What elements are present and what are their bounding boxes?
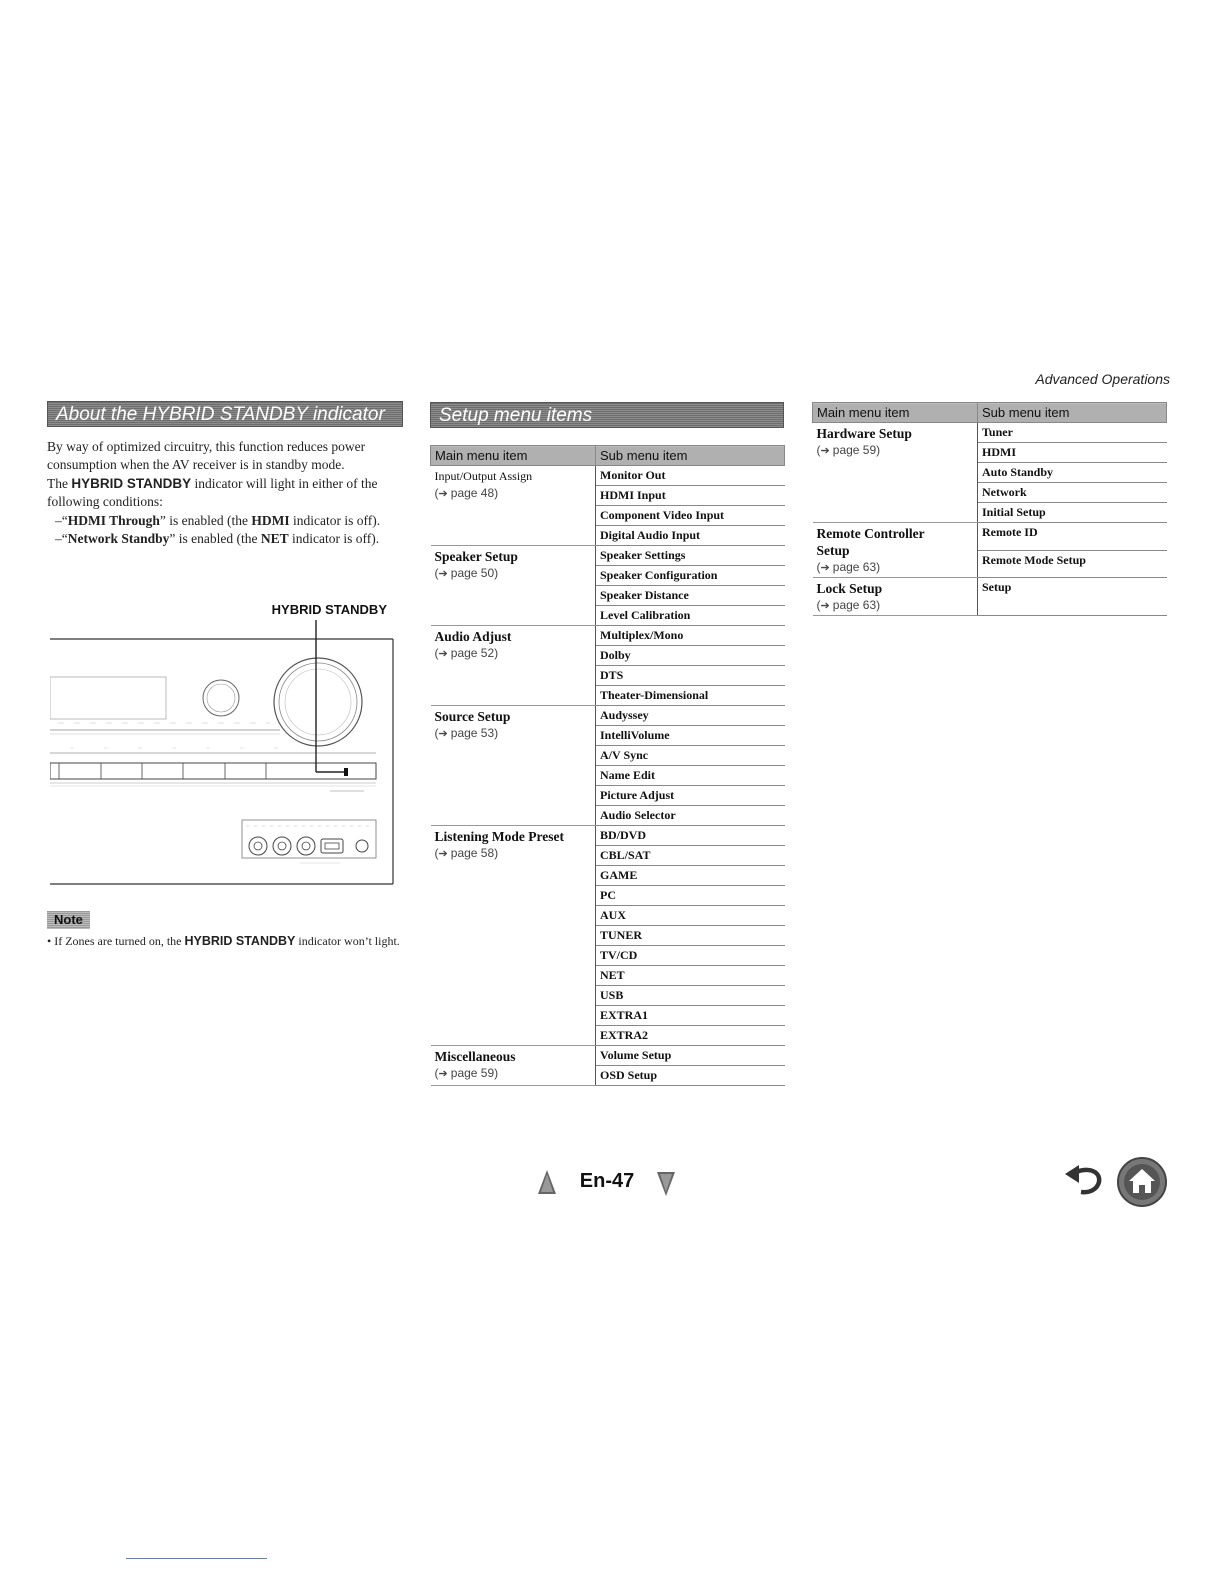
sub-menu-item: TV/CD <box>596 946 785 966</box>
sub-menu-item: Auto Standby <box>978 463 1167 483</box>
table-row <box>813 578 1167 616</box>
sub-menu-item: Level Calibration <box>596 606 785 626</box>
arrow-right-icon: ➔ <box>438 1068 451 1080</box>
column-header-sub: Sub menu item <box>978 403 1167 423</box>
section-title-hybrid-standby: About the HYBRID STANDBY indicator <box>47 401 403 427</box>
main-menu-item-label: Audio Adjust <box>434 629 512 644</box>
main-menu-item <box>431 826 596 1046</box>
sub-menu-item: Initial Setup <box>978 503 1167 523</box>
sub-menu-item: GAME <box>596 866 785 886</box>
page-reference-link[interactable]: (➔ page 59) <box>434 1066 499 1080</box>
page-reference-link[interactable]: (➔ page 50) <box>434 566 499 580</box>
sub-menu-item: Tuner <box>978 423 1167 443</box>
conditions-intro: The HYBRID STANDBY indicator will light in either of the following conditions: <box>47 475 378 510</box>
sub-menu-item: Remote ID <box>978 523 1167 551</box>
table-row <box>431 626 785 646</box>
page-reference-link[interactable]: (➔ page 48) <box>434 486 499 500</box>
arrow-right-icon: ➔ <box>438 568 451 580</box>
sub-menu-item: AUX <box>596 906 785 926</box>
footer-rule <box>126 1558 267 1559</box>
column-header-main: Main menu item <box>431 446 596 466</box>
sub-menu-item: HDMI Input <box>596 486 785 506</box>
table-row <box>431 706 785 726</box>
sub-menu-item: IntelliVolume <box>596 726 785 746</box>
sub-menu-item: Picture Adjust <box>596 786 785 806</box>
sub-menu-item: Component Video Input <box>596 506 785 526</box>
page-number: En-47 <box>579 1170 635 1192</box>
intro-paragraph <box>47 438 403 548</box>
section-title-setup-menu-items: Setup menu items <box>430 402 784 428</box>
sub-menu-item: Speaker Distance <box>596 586 785 606</box>
main-menu-item <box>431 546 596 626</box>
sub-menu-item: DTS <box>596 666 785 686</box>
sub-menu-item: BD/DVD <box>596 826 785 846</box>
back-arrow-icon[interactable] <box>1063 1160 1107 1201</box>
table-row <box>431 1046 785 1066</box>
sub-menu-item: Multiplex/Mono <box>596 626 785 646</box>
sub-menu-item: CBL/SAT <box>596 846 785 866</box>
arrow-right-icon: ➔ <box>438 728 451 740</box>
sub-menu-item: Setup <box>978 578 1167 616</box>
sub-menu-item: TUNER <box>596 926 785 946</box>
running-header: Advanced Operations <box>1035 371 1170 387</box>
page-down-icon[interactable] <box>656 1171 676 1202</box>
main-menu-item <box>431 706 596 826</box>
setup-menu-table-continued <box>812 402 1167 616</box>
main-menu-item-label: Hardware Setup <box>816 426 912 441</box>
table-row <box>431 466 785 486</box>
column-header-sub: Sub menu item <box>596 446 785 466</box>
main-menu-item <box>431 1046 596 1086</box>
arrow-right-icon: ➔ <box>438 848 451 860</box>
sub-menu-item: Speaker Configuration <box>596 566 785 586</box>
table-row <box>813 423 1167 443</box>
sub-menu-item: USB <box>596 986 785 1006</box>
sub-menu-item: Monitor Out <box>596 466 785 486</box>
table-row <box>431 546 785 566</box>
sub-menu-item: EXTRA2 <box>596 1026 785 1046</box>
sub-menu-item: Volume Setup <box>596 1046 785 1066</box>
main-menu-item-label: Listening Mode Preset <box>434 829 564 844</box>
main-menu-item-label: Setup <box>816 543 850 558</box>
arrow-right-icon: ➔ <box>820 562 833 574</box>
page-reference-link[interactable]: (➔ page 63) <box>816 560 881 574</box>
page-reference-link[interactable]: (➔ page 52) <box>434 646 499 660</box>
arrow-right-icon: ➔ <box>820 445 833 457</box>
sub-menu-item: OSD Setup <box>596 1066 785 1086</box>
condition-network-standby: –“Network Standby” is enabled (the NET indicator is off). <box>55 531 380 547</box>
sub-menu-item: PC <box>596 886 785 906</box>
sub-menu-item: HDMI <box>978 443 1167 463</box>
sub-menu-item: EXTRA1 <box>596 1006 785 1026</box>
page-up-icon[interactable] <box>537 1169 557 1200</box>
column-header-main: Main menu item <box>813 403 978 423</box>
figure-callout-label: HYBRID STANDBY <box>271 602 387 617</box>
arrow-right-icon: ➔ <box>820 600 833 612</box>
main-menu-item-label: Source Setup <box>434 709 511 724</box>
sub-menu-item: Remote Mode Setup <box>978 550 1167 578</box>
note-text: • If Zones are turned on, the HYBRID STANDBY indicator won’t light. <box>47 934 400 948</box>
page-reference-link[interactable]: (➔ page 59) <box>816 443 881 457</box>
receiver-front-panel-illustration <box>50 620 396 886</box>
main-menu-item-label: Input/Output Assign <box>434 469 533 483</box>
condition-hdmi-through: –“HDMI Through” is enabled (the HDMI indicator is off). <box>55 512 381 528</box>
main-menu-item-label: Lock Setup <box>816 581 883 596</box>
sub-menu-item: A/V Sync <box>596 746 785 766</box>
table-row <box>431 826 785 846</box>
home-icon[interactable] <box>1116 1156 1168 1213</box>
note-label: Note <box>47 911 90 929</box>
main-menu-item <box>813 423 978 523</box>
sub-menu-item: Digital Audio Input <box>596 526 785 546</box>
sub-menu-item: Audio Selector <box>596 806 785 826</box>
main-menu-item <box>813 523 978 578</box>
page-reference-link[interactable]: (➔ page 63) <box>816 598 881 612</box>
arrow-right-icon: ➔ <box>438 648 451 660</box>
sub-menu-item: Audyssey <box>596 706 785 726</box>
page-reference-link[interactable]: (➔ page 58) <box>434 846 499 860</box>
main-menu-item-label: Speaker Setup <box>434 549 518 564</box>
sub-menu-item: Network <box>978 483 1167 503</box>
main-menu-item <box>431 626 596 706</box>
main-menu-item <box>813 578 978 616</box>
main-menu-item-label: Remote Controller <box>816 526 925 541</box>
setup-menu-table <box>430 445 785 1086</box>
sub-menu-item: Name Edit <box>596 766 785 786</box>
receiver-drawing <box>50 620 396 886</box>
page-reference-link[interactable]: (➔ page 53) <box>434 726 499 740</box>
main-menu-item-label: Miscellaneous <box>434 1049 516 1064</box>
arrow-right-icon: ➔ <box>438 488 451 500</box>
sub-menu-item: Theater-Dimensional <box>596 686 785 706</box>
intro-text: By way of optimized circuitry, this function reduces power consumption when the AV receiver is in standby mode. <box>47 439 366 473</box>
sub-menu-item: NET <box>596 966 785 986</box>
sub-menu-item: Dolby <box>596 646 785 666</box>
sub-menu-item: Speaker Settings <box>596 546 785 566</box>
main-menu-item <box>431 466 596 546</box>
table-row <box>813 523 1167 551</box>
